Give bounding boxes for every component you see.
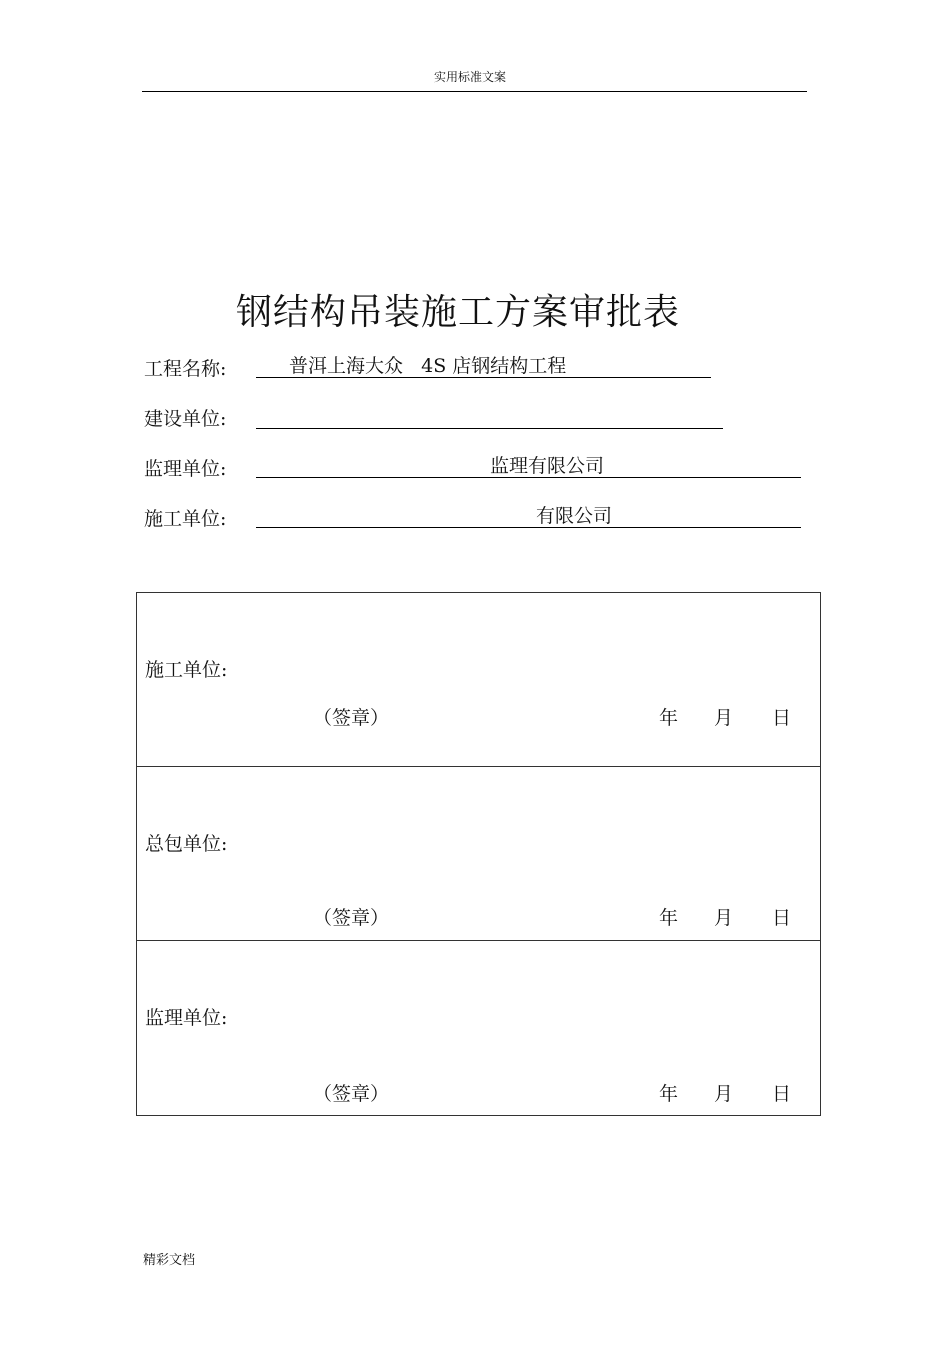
row-label: 总包单位: (145, 833, 228, 855)
date-month-label: 月 (714, 907, 734, 929)
approval-row-construction (137, 593, 820, 767)
approval-table (136, 592, 821, 1116)
project-name-label: 工程名称: (144, 358, 227, 380)
supervision-unit-value: 监理有限公司 (256, 454, 801, 478)
date-month-label: 月 (714, 707, 734, 729)
row-label: 监理单位: (145, 1007, 228, 1029)
project-name-value: 普洱上海大众 4S 店钢结构工程 (256, 354, 711, 378)
date-day-label: 日 (772, 707, 792, 729)
owner-unit-label: 建设单位: (144, 408, 227, 430)
page-footer-text: 精彩文档 (143, 1253, 196, 1268)
date-month-label: 月 (714, 1083, 734, 1105)
signature-stamp-label: （签章） (313, 907, 390, 929)
date-year-label: 年 (659, 907, 679, 929)
date-year-label: 年 (659, 1083, 679, 1105)
header-divider (142, 91, 807, 92)
approval-row-general-contractor (137, 767, 820, 941)
document-title: 钢结构吊装施工方案审批表 (235, 292, 680, 333)
date-year-label: 年 (659, 707, 679, 729)
supervision-unit-label: 监理单位: (144, 458, 227, 480)
owner-unit-value (256, 404, 723, 429)
approval-row-supervision (137, 941, 820, 1115)
date-day-label: 日 (772, 907, 792, 929)
date-day-label: 日 (772, 1083, 792, 1105)
construction-unit-label: 施工单位: (144, 508, 227, 530)
construction-unit-value: 有限公司 (256, 504, 801, 528)
signature-stamp-label: （签章） (313, 1083, 390, 1105)
row-label: 施工单位: (145, 659, 228, 681)
page-header-text: 实用标准文案 (433, 70, 506, 84)
signature-stamp-label: （签章） (313, 707, 390, 729)
